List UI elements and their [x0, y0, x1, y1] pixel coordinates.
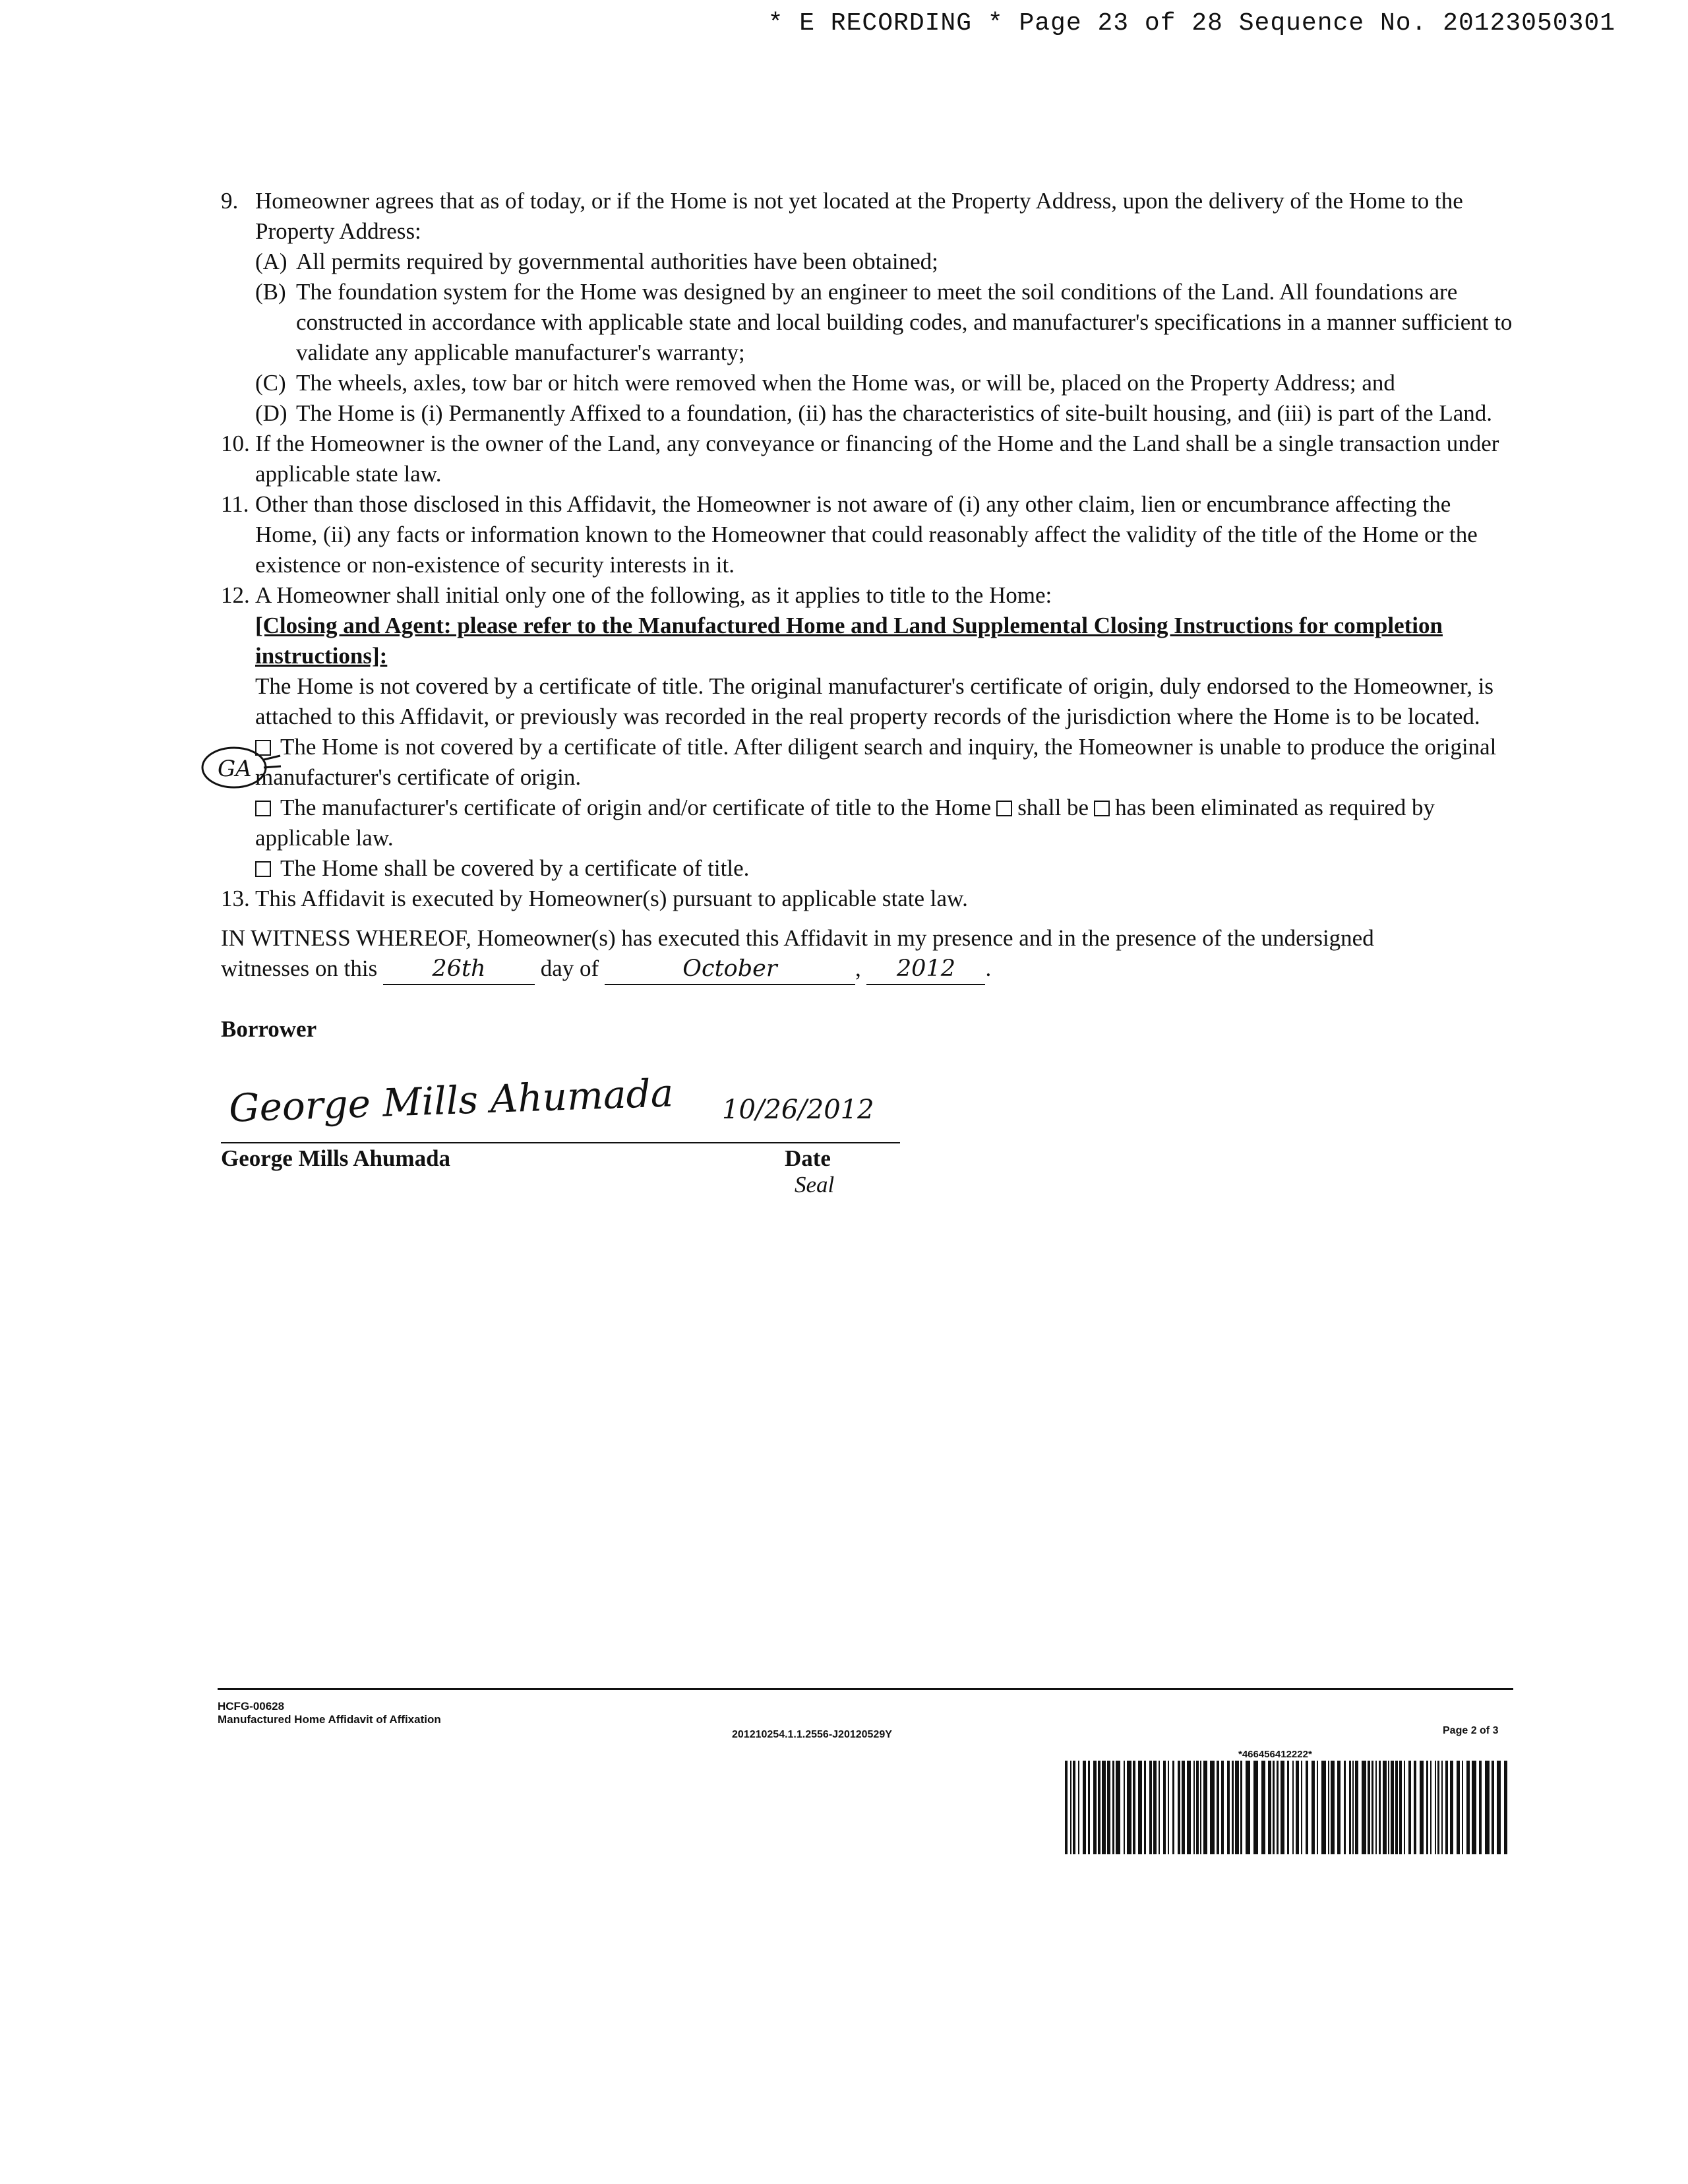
witness-clause [221, 923, 1513, 985]
affidavit-body [221, 186, 1513, 1198]
checkbox[interactable] [255, 801, 271, 816]
form-title: Manufactured Home Affidavit of Affixation [218, 1713, 441, 1726]
checkbox-shall-be[interactable] [996, 801, 1012, 816]
svg-text:GA: GA [218, 756, 252, 782]
subitem-d [255, 398, 1513, 429]
item-13 [221, 884, 1513, 914]
item-number: 11. [221, 491, 249, 517]
signature: George Mills Ahumada [228, 1070, 675, 1131]
witness-prefix: witnesses on this [221, 956, 378, 981]
subitem-label: (B) [255, 279, 286, 305]
witness-comma: , [855, 956, 861, 981]
option-text: The manufacturer's certificate of origin and/or certificate of title to the Home [280, 795, 992, 820]
item-number: 10. [221, 431, 250, 456]
item-number: 13. [221, 886, 250, 911]
option-text: shall be [1017, 795, 1089, 820]
witness-month-field[interactable]: October [605, 954, 855, 985]
barcode-number: *466456412222* [1238, 1749, 1312, 1760]
item-number: 9. [221, 188, 239, 214]
subitem-label: (D) [255, 400, 287, 426]
title-option-3 [221, 793, 1513, 853]
item-9 [221, 186, 1513, 247]
item-text: If the Homeowner is the owner of the Land, any conveyance or financing of the Home and the Land shall be a single transaction under applicable state law. [255, 431, 1499, 487]
footer-form-info [218, 1700, 441, 1726]
item-11 [221, 489, 1513, 580]
subitem-text: The wheels, axles, tow bar or hitch were removed when the Home was, or will be, placed on the Property Address; and [296, 370, 1395, 396]
option-text: The Home is not covered by a certificate of title. The original manufacturer's certificate of origin, duly endorsed to the Homeowner, is attached to this Affidavit, or previously was recorded in the real property records of the jurisdiction where the Home is to be located. [255, 673, 1494, 729]
witness-mid: day of [540, 956, 599, 981]
checkbox[interactable] [255, 740, 271, 756]
signature-block [221, 1070, 1513, 1198]
signature-date: 10/26/2012 [722, 1095, 874, 1125]
footer-rule [218, 1688, 1513, 1690]
subitem-a [255, 247, 1513, 277]
subitem-text: All permits required by governmental authorities have been obtained; [296, 249, 938, 274]
document-id: 201210254.1.1.2556-J20120529Y [732, 1729, 892, 1740]
witness-year-field[interactable]: 2012 [866, 954, 985, 985]
item-12 [221, 580, 1513, 611]
recording-header: * E RECORDING * Page 23 of 28 Sequence No. 20123050301 [768, 9, 1615, 38]
checkbox-has-been[interactable] [1094, 801, 1110, 816]
barcode [1065, 1761, 1513, 1854]
closing-instructions: [Closing and Agent: please refer to the Manufactured Home and Land Supplemental Closing Instructions for completion instructions]: [255, 613, 1443, 669]
item-text: Homeowner agrees that as of today, or if the Home is not yet located at the Property Address, upon the delivery of the Home to the Property Address: [255, 188, 1463, 244]
page-number: Page 2 of 3 [1443, 1725, 1499, 1736]
item-text: A Homeowner shall initial only one of the following, as it applies to title to the Home: [255, 582, 1052, 608]
item-9-subitems [221, 247, 1513, 429]
title-option-4 [221, 853, 1513, 884]
item-number: 12. [221, 582, 250, 608]
subitem-c [255, 368, 1513, 398]
subitem-label: (C) [255, 370, 286, 396]
witness-end: . [985, 956, 992, 981]
item-text: Other than those disclosed in this Affidavit, the Homeowner is not aware of (i) any other claim, lien or encumbrance affecting the Home, (ii) any facts or information known to the Homeowner that could reasonably affect the validity of the title of the Home or the existence or non-existence of security interests in it. [255, 491, 1478, 578]
form-code: HCFG-00628 [218, 1700, 285, 1713]
option-text: The Home shall be covered by a certificate of title. [280, 855, 750, 881]
subitem-text: The Home is (i) Permanently Affixed to a foundation, (ii) has the characteristics of site-built housing, and (iii) is part of the Land. [296, 400, 1493, 426]
subitem-label: (A) [255, 249, 287, 274]
item-text: This Affidavit is executed by Homeowner(s) pursuant to applicable state law. [255, 886, 968, 911]
item-10 [221, 429, 1513, 489]
date-label: Date [785, 1145, 831, 1171]
seal-label: Seal [795, 1172, 835, 1198]
title-option-1 [221, 671, 1513, 732]
option-text: The Home is not covered by a certificate of title. After diligent search and inquiry, the Homeowner is unable to produce the original manufacturer's certificate of origin. [255, 734, 1497, 790]
subitem-b [255, 277, 1513, 368]
borrower-label: Borrower [221, 1016, 317, 1042]
option-text: has been eliminated as required by applicable law. [255, 795, 1435, 851]
title-option-2 [221, 732, 1513, 793]
witness-line: IN WITNESS WHEREOF, Homeowner(s) has executed this Affidavit in my presence and in the presence of the undersigned [221, 925, 1374, 951]
signer-name: George Mills Ahumada [221, 1145, 451, 1171]
checkbox[interactable] [255, 861, 271, 877]
witness-day-field[interactable]: 26th [383, 954, 535, 985]
subitem-text: The foundation system for the Home was designed by an engineer to meet the soil conditions of the Land. All foundations are constructed in accordance with applicable state and local building codes, and manufacturer's specifications in a manner sufficient to validate any applicable manufacturer's warranty; [296, 279, 1513, 365]
